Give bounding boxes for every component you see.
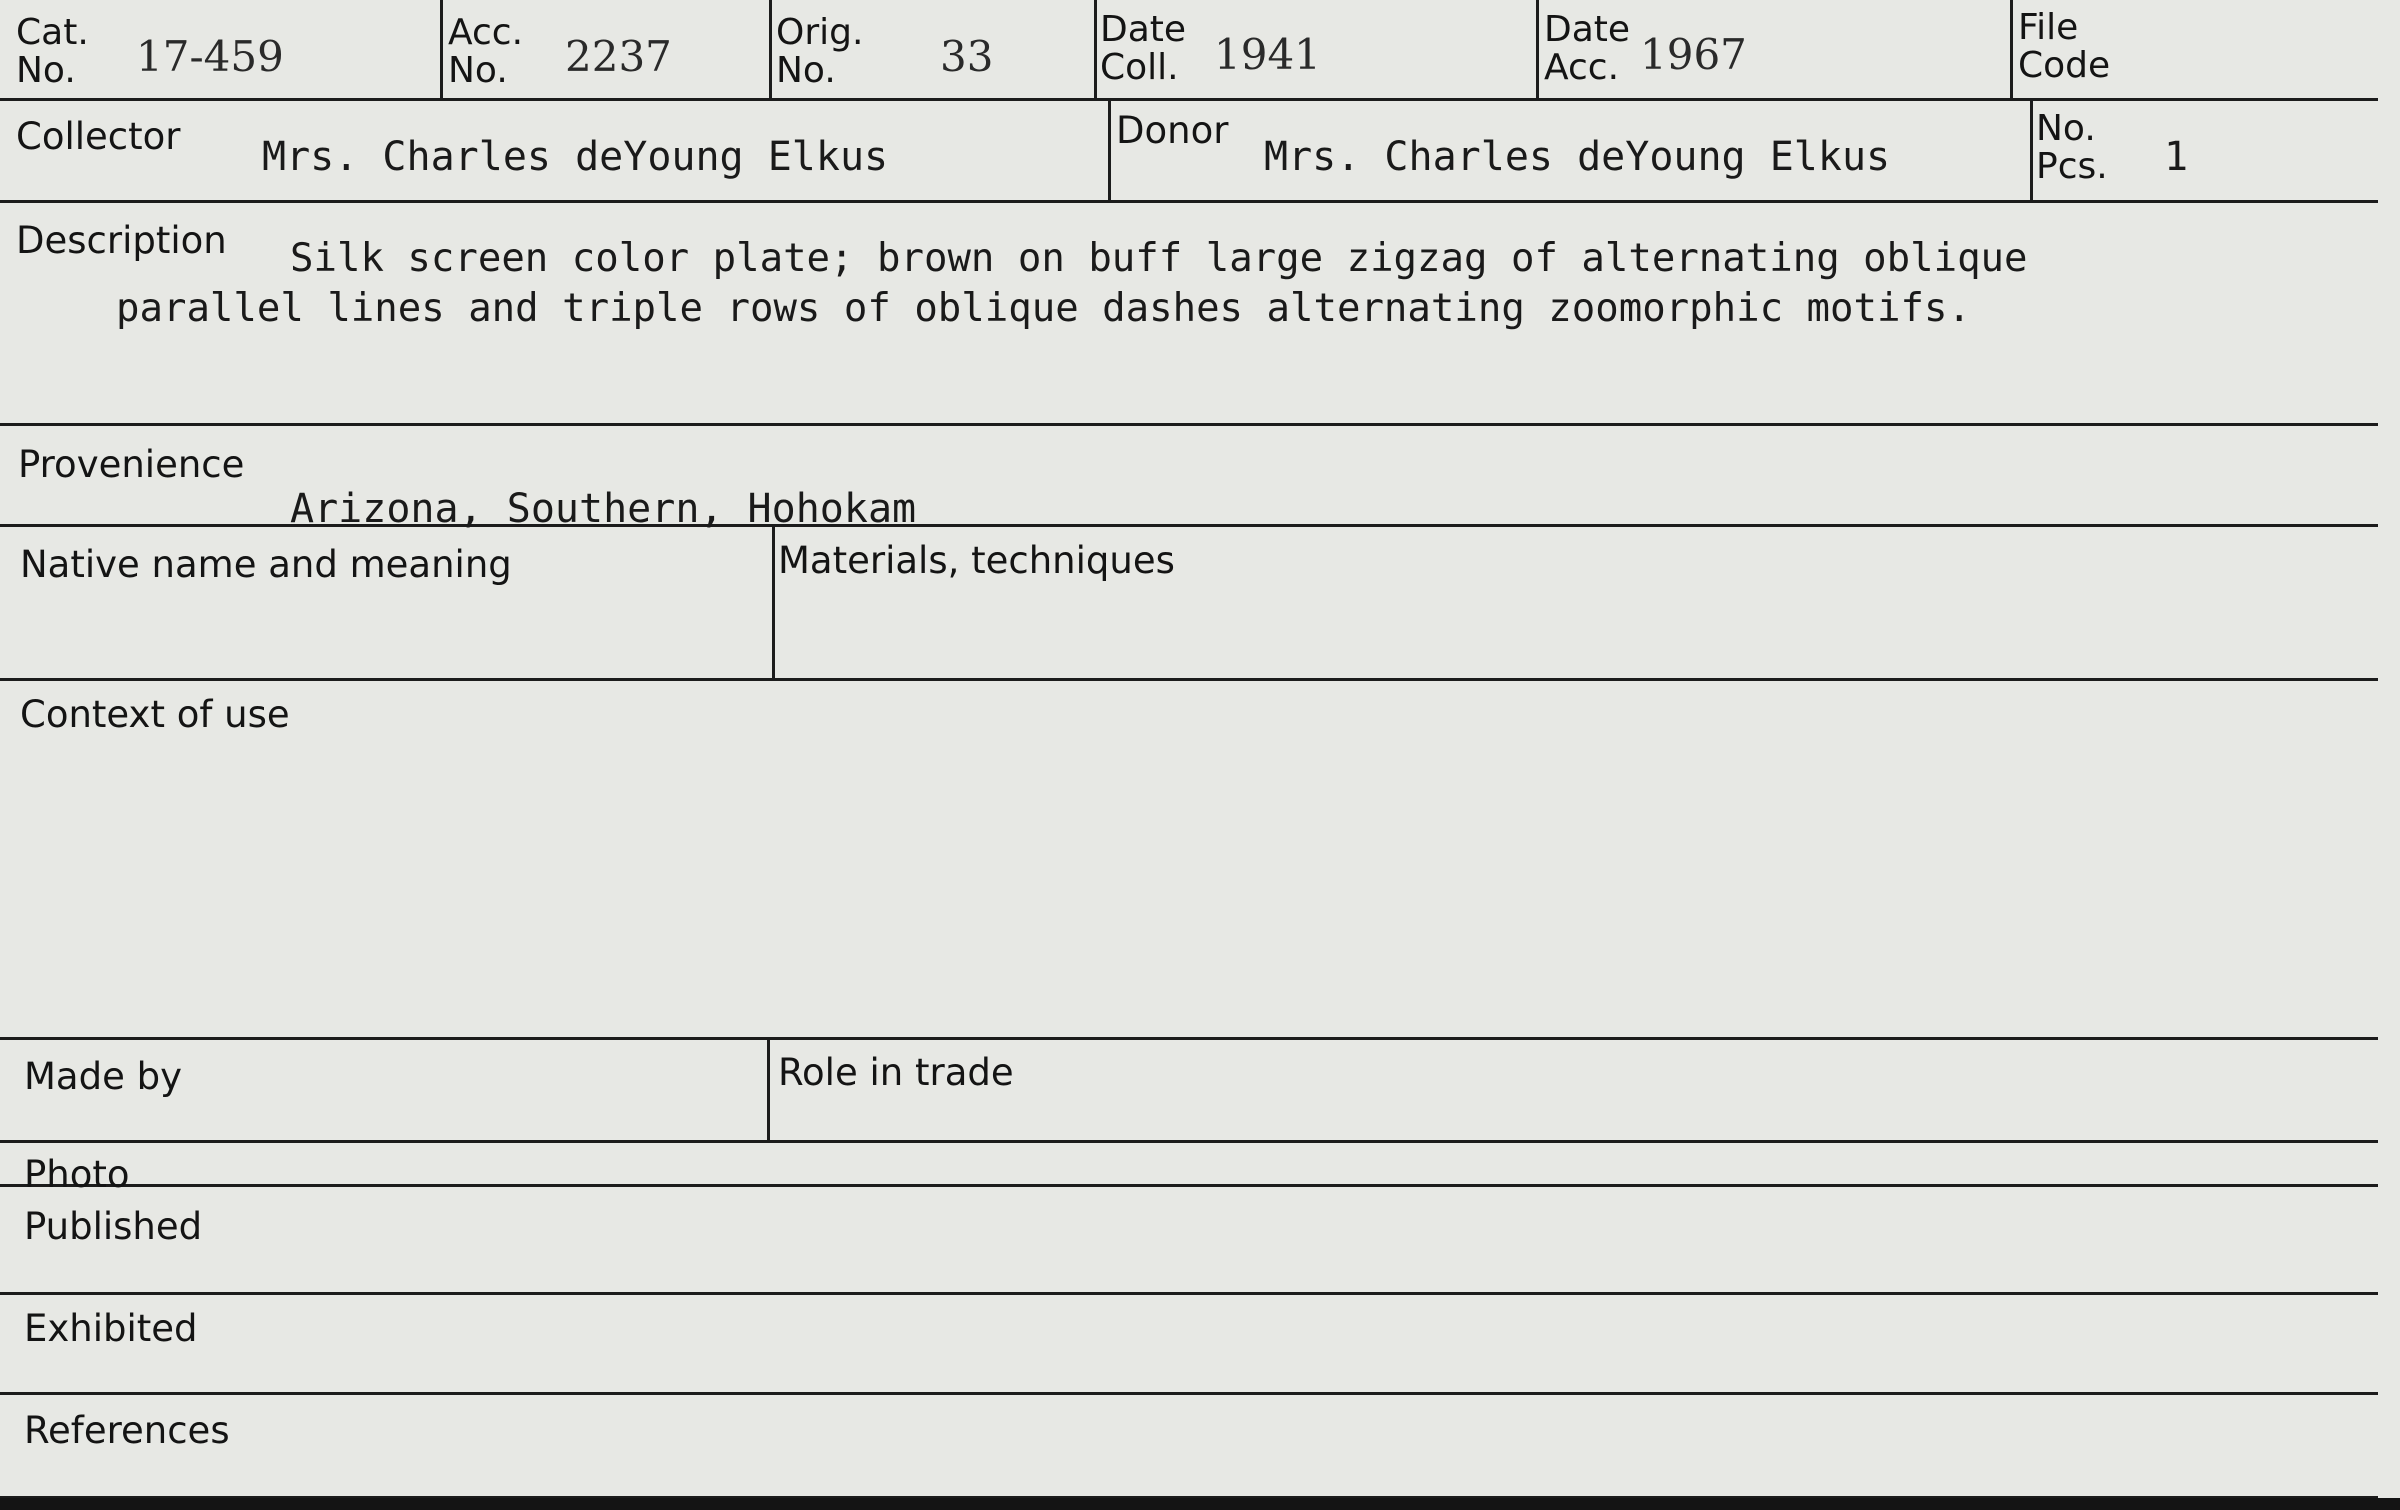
provenience-label: Provenience	[18, 443, 245, 486]
rule-header-div-1	[440, 0, 443, 100]
rule-donor-pcs-div	[2030, 98, 2033, 202]
made-by-label: Made by	[24, 1055, 182, 1098]
rule-native-bottom	[0, 678, 2378, 681]
rule-header-bottom	[0, 98, 2378, 101]
materials-label: Materials, techniques	[778, 539, 1175, 582]
description-label: Description	[16, 219, 227, 262]
photo-label: Photo	[24, 1153, 130, 1196]
rule-madeby-bottom	[0, 1140, 2378, 1143]
rule-collector-bottom	[0, 200, 2378, 203]
rule-header-div-2	[769, 0, 772, 100]
description-line-1: Silk screen color plate; brown on buff large zigzag of alternating oblique	[290, 236, 2028, 281]
orig-no-label: Orig. No.	[776, 12, 864, 91]
rule-description-bottom	[0, 423, 2378, 426]
acc-no-value: 2237	[565, 32, 672, 81]
rule-context-bottom	[0, 1037, 2378, 1040]
date-coll-value: 1941	[1214, 30, 1321, 79]
rule-published-bottom	[0, 1292, 2378, 1295]
role-in-trade-label: Role in trade	[778, 1051, 1014, 1094]
rule-native-materials-div	[772, 524, 775, 680]
published-label: Published	[24, 1205, 203, 1248]
rule-collector-donor-div	[1108, 98, 1111, 202]
donor-label: Donor	[1116, 109, 1229, 152]
date-coll-label: Date Coll.	[1100, 9, 1187, 88]
rule-header-div-3	[1094, 0, 1097, 100]
no-pcs-value: 1	[2164, 134, 2189, 180]
card-bottom-edge	[0, 1498, 2400, 1510]
rule-exhibited-bottom	[0, 1392, 2378, 1395]
provenience-value: Arizona, Southern, Hohokam	[290, 486, 917, 532]
exhibited-label: Exhibited	[24, 1307, 198, 1350]
description-line-2: parallel lines and triple rows of oblique dashes alternating zoomorphic motifs.	[116, 286, 1971, 331]
date-acc-label: Date Acc.	[1544, 9, 1631, 88]
rule-photo-bottom	[0, 1184, 2378, 1187]
collector-label: Collector	[16, 115, 181, 158]
native-name-label: Native name and meaning	[20, 543, 512, 586]
cat-no-value: 17-459	[136, 32, 284, 81]
rule-header-div-5	[2010, 0, 2013, 100]
references-label: References	[24, 1409, 230, 1452]
date-acc-value: 1967	[1640, 30, 1747, 79]
context-label: Context of use	[20, 693, 290, 736]
orig-no-value: 33	[940, 32, 994, 81]
acc-no-label: Acc. No.	[448, 12, 524, 91]
collector-value: Mrs. Charles deYoung Elkus	[262, 134, 889, 180]
rule-madeby-role-div	[767, 1037, 770, 1142]
cat-no-label: Cat. No.	[16, 12, 89, 91]
rule-header-div-4	[1536, 0, 1539, 100]
donor-value: Mrs. Charles deYoung Elkus	[1264, 134, 1891, 180]
file-code-label: File Code	[2018, 7, 2111, 86]
no-pcs-label: No. Pcs.	[2036, 108, 2108, 187]
